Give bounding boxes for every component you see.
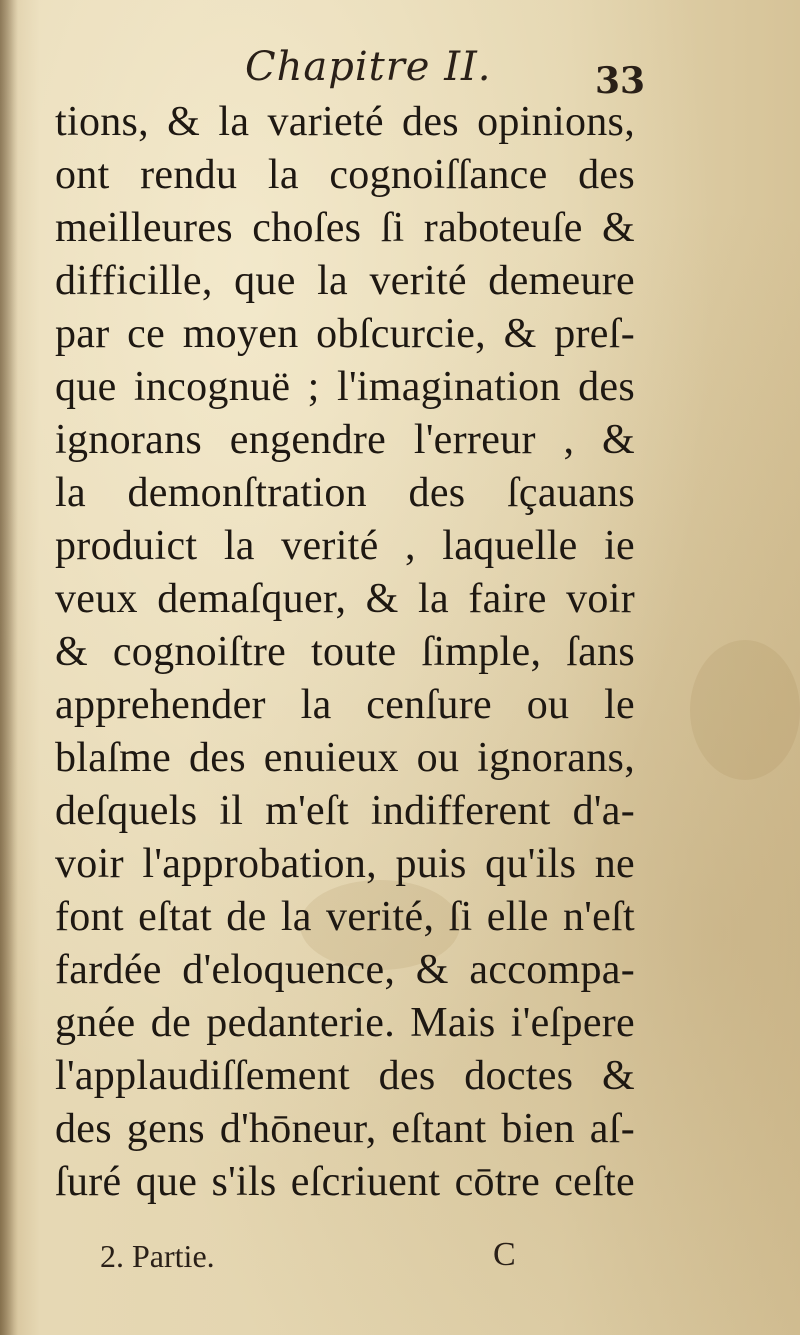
body-text [55,96,635,1209]
signature-line: 2. Partie. [100,1238,215,1274]
text-line: font eſtat de la verité, ſi elle n'eſt [55,894,635,940]
running-head: Chapitre II. [245,44,492,90]
text-line: gnée de pedanterie. Mais i'eſpere [55,1000,635,1046]
text-line: produict la verité , laquelle ie [55,523,635,569]
text-line: ſuré que s'ils eſcriuent cōtre ceſte [55,1159,635,1205]
text-line: voir l'approbation, puis qu'ils ne [55,841,635,887]
text-line: veux demaſquer, & la faire voir [55,576,635,622]
gutter-shadow [0,0,18,1335]
text-line: apprehender la cenſure ou le [55,682,635,728]
text-line: ont rendu la cognoiſſance des [55,152,635,198]
text-line: par ce moyen obſcurcie, & preſ- [55,311,635,357]
text-line: blaſme des enuieux ou ignorans, [55,735,635,781]
text-line: tions, & la varieté des opinions, [55,99,635,145]
signature-mark: C [493,1236,516,1273]
text-line: difficille, que la verité demeure [55,258,635,304]
text-line: meilleures choſes ſi raboteuſe & [55,205,635,251]
text-line: & cognoiſtre toute ſimple, ſans [55,629,635,675]
text-line: fardée d'eloquence, & accompa- [55,947,635,993]
text-line: deſquels il m'eſt indifferent d'a- [55,788,635,834]
page-number: 33 [595,60,646,102]
text-line: que incognuë ; l'imagination des [55,364,635,410]
text-line: des gens d'hōneur, eſtant bien aſ- [55,1106,635,1152]
text-line: ignorans engendre l'erreur , & [55,417,635,463]
paper-stain [690,640,800,780]
text-line: la demonſtration des ſçauans [55,470,635,516]
text-line: l'applaudiſſement des doctes & [55,1053,635,1099]
